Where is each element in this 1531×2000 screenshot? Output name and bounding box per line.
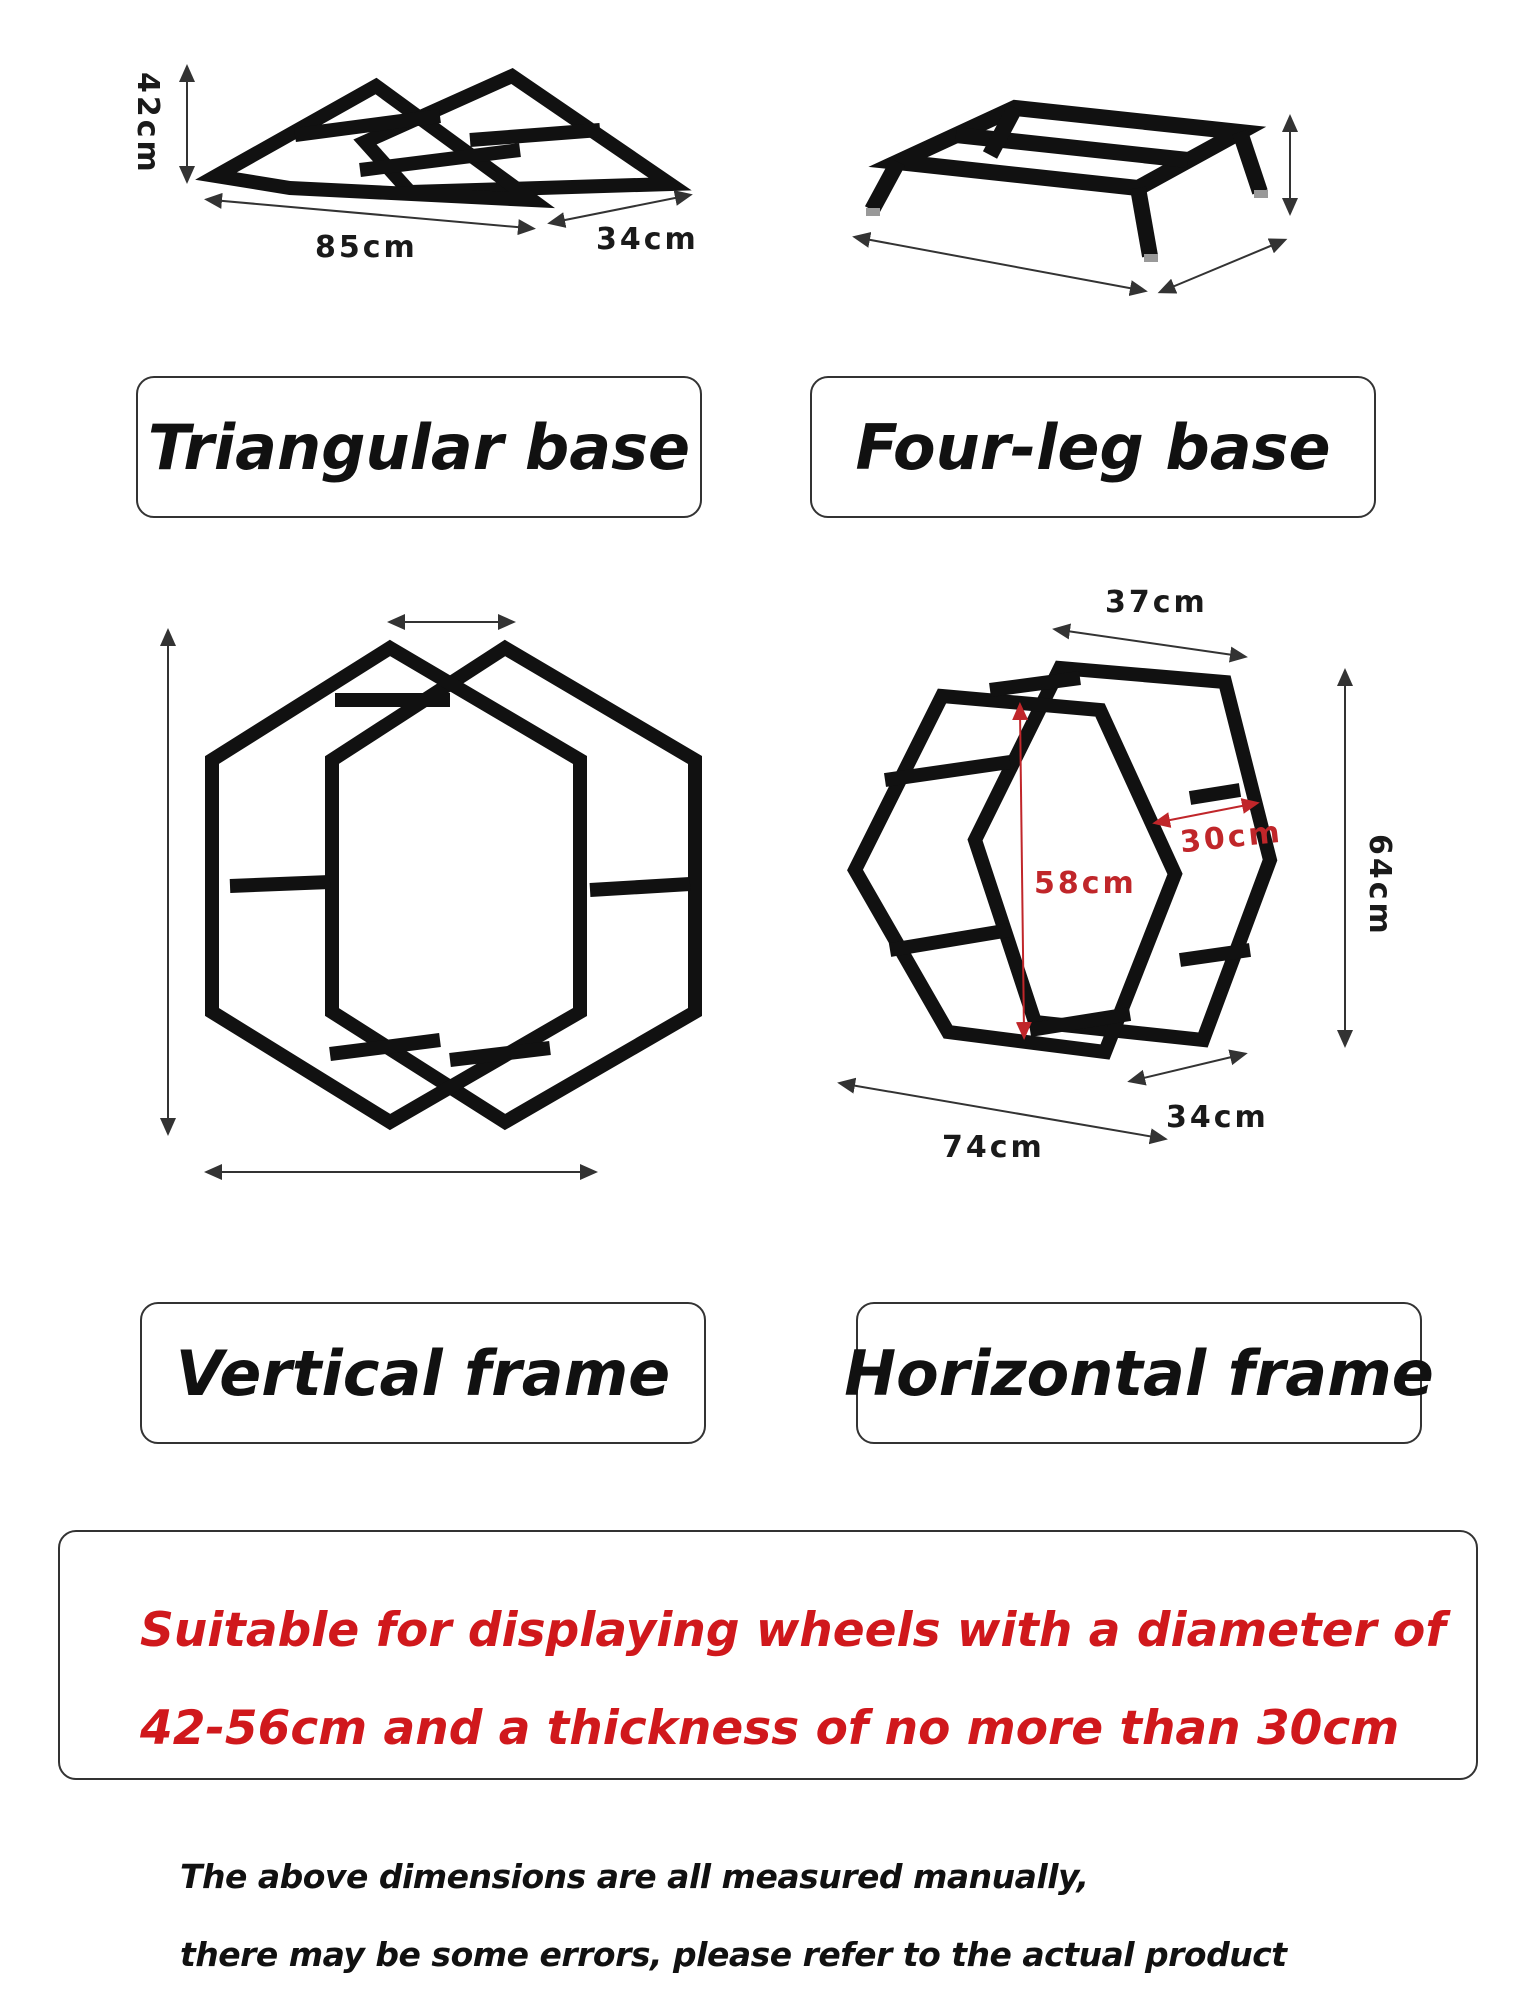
disclaimer-line-2: there may be some errors, please refer to the actual product — [180, 1935, 1287, 1974]
triangular-length-label: 85cm — [315, 230, 418, 265]
disclaimer-line-1: The above dimensions are all measured manually, — [180, 1857, 1089, 1896]
four-leg-base-label-text: Four-leg base — [855, 410, 1331, 484]
horizontal-length-label: 74cm — [942, 1130, 1045, 1165]
four-leg-base-label — [810, 376, 1376, 518]
triangular-base-label-text: Triangular base — [147, 410, 691, 484]
horizontal-height-label: 64cm — [1362, 834, 1397, 937]
triangular-depth-label: 34cm — [596, 222, 699, 257]
depth-dimension-line — [555, 196, 685, 222]
horizontal-inner-height-label: 58cm — [1034, 866, 1137, 901]
vertical-frame-label-text: Vertical frame — [175, 1336, 671, 1410]
measurement-disclaimer — [180, 1838, 1287, 1994]
notice-line-1: Suitable for displaying wheels with a diameter of — [140, 1603, 1446, 1658]
horizontal-top-width-line — [1060, 630, 1240, 656]
horizontal-inner-depth-label: 30cm — [1178, 814, 1285, 861]
wheel-size-notice — [58, 1530, 1478, 1780]
horizontal-depth-label: 34cm — [1166, 1100, 1269, 1135]
four-leg-base-illustration — [820, 60, 1320, 320]
triangular-height-label: 42cm — [130, 72, 165, 175]
four-leg-depth-line — [1165, 242, 1280, 290]
vertical-frame-label — [140, 1302, 706, 1444]
vertical-frame-illustration — [150, 600, 730, 1200]
horizontal-frame-label-text: Horizontal frame — [844, 1336, 1434, 1410]
horizontal-frame-label — [844, 1302, 1434, 1444]
four-leg-length-line — [860, 238, 1140, 290]
horizontal-depth-line — [1135, 1055, 1240, 1080]
triangular-base-label — [136, 376, 702, 518]
notice-line-2: 42-56cm and a thickness of no more than 30cm — [140, 1701, 1400, 1756]
horizontal-top-width-label: 37cm — [1105, 585, 1208, 620]
